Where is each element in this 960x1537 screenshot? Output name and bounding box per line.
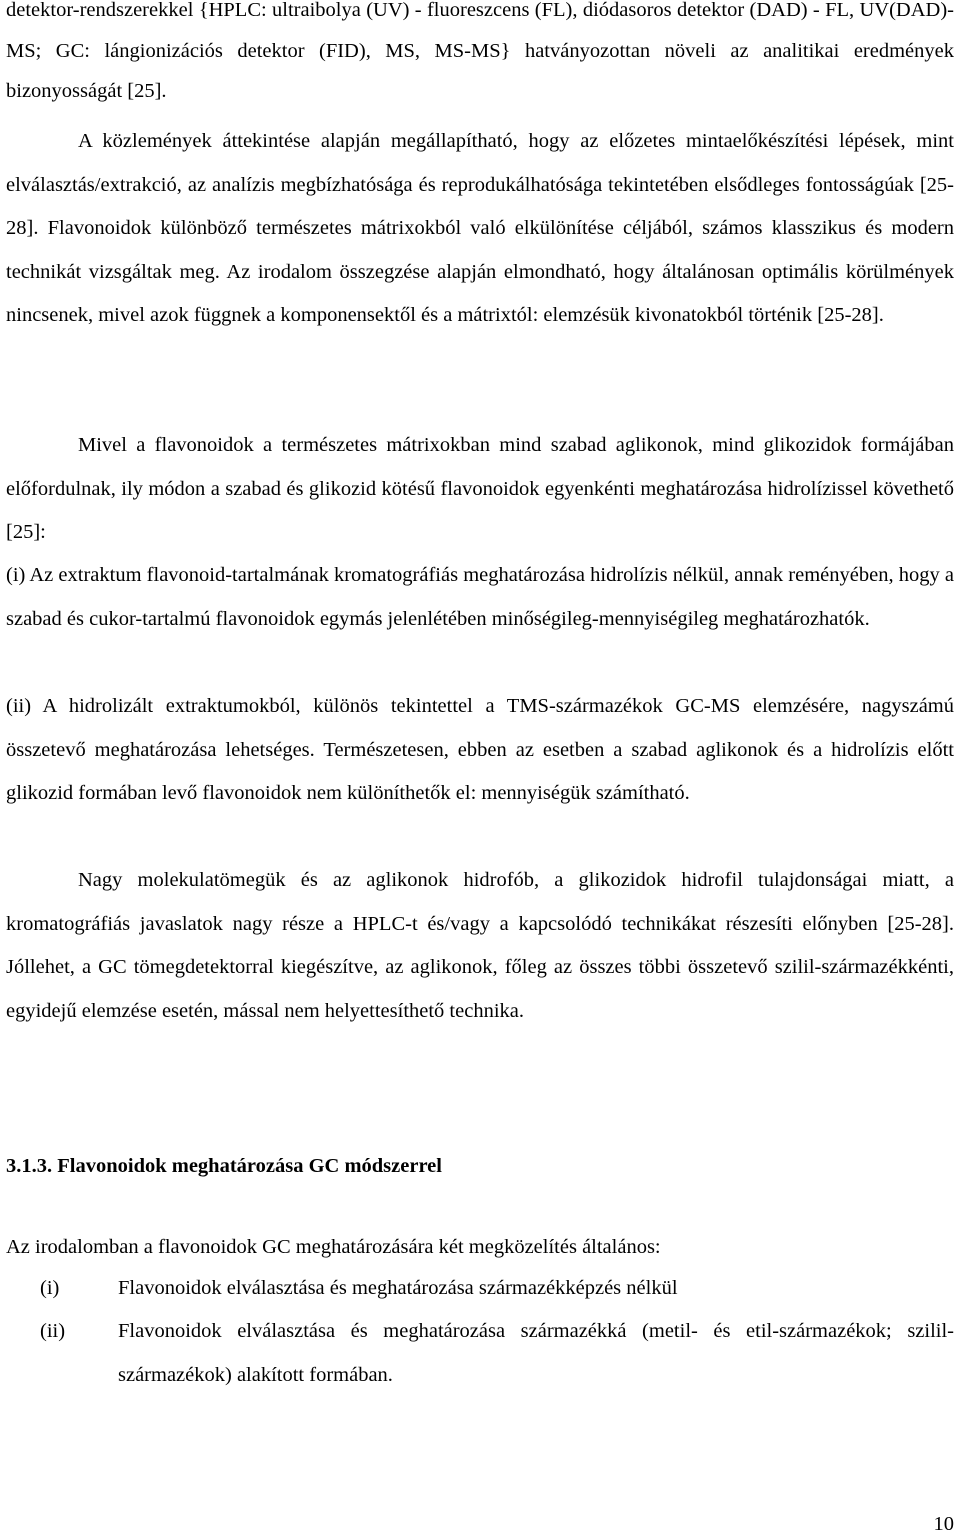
list-item-text: Flavonoidok elválasztása és meghatározása származékképzés nélkül: [118, 1277, 678, 1299]
paragraph-flavonoid-forms: Mivel a flavonoidok a természetes mátrixokban mind szabad aglikonok, mind glikozidok formájában előfordulnak, ily módon a szabad és glikozid kötésű flavonoidok egyenkénti meghatározása hidrolízissel követhető [25]:: [6, 434, 954, 543]
section-intro: Az irodalomban a flavonoidok GC meghatározására két megközelítés általános:: [6, 1236, 661, 1258]
section-heading: 3.1.3. Flavonoidok meghatározása GC módszerrel: [6, 1155, 442, 1177]
list-marker: (ii): [40, 1320, 66, 1342]
list-item: [6, 1310, 954, 1397]
list-item-text: Flavonoidok elválasztása és meghatározása származékká (metil- és etil-származékok; szilil-származékok) alakított formában.: [118, 1320, 954, 1386]
list-marker: (i): [40, 1277, 60, 1299]
paragraph-option-ii: (ii) A hidrolizált extraktumokból, különös tekintettel a TMS-származékok GC-MS elemzésére, nagyszámú összetevő meghatározása lehetséges. Természetesen, ebben az esetben a szabad aglikonok és a hidrolízis előtt glikozid formában levő flavonoidok nem különíthetők el: mennyiségük számítható.: [6, 695, 954, 804]
page-number: 10: [933, 1513, 954, 1535]
paragraph-detector-systems: detektor-rendszerekkel {HPLC: ultraibolya (UV) - fluoreszcens (FL), diódasoros detektor (DAD) - FL, UV(DAD)-MS; GC: lángionizációs detektor (FID), MS, MS-MS} hatványozottan növeli az analitikai eredmények bizonyosságát [25].: [6, 0, 954, 102]
list-item: [6, 1267, 954, 1311]
paragraph-option-i: (i) Az extraktum flavonoid-tartalmának kromatográfiás meghatározása hidrolízis nélkül, annak reményében, hogy a szabad és cukor-tartalmú flavonoidok egymás jelenlétében minőségileg-mennyiségileg meghatározhatók.: [6, 564, 954, 630]
paragraph-literature-review: A közlemények áttekintése alapján megállapítható, hogy az előzetes mintaelőkészítési lépések, mint elválasztás/extrakció, az analízis megbízhatósága és reprodukálhatósága tekintetében elsődleges fontosságúak [25-28]. Flavonoidok különböző természetes mátrixokból való elkülönítése céljából, számos klasszikus és modern technikát vizsgáltak meg. Az irodalom összegzése alapján elmondható, hogy általánosan optimális körülmények nincsenek, mivel azok függnek a komponensektől és a mátrixtól: elemzésük kivonatokból történik [25-28].: [6, 130, 954, 326]
paragraph-molecular-weight: Nagy molekulatömegük és az aglikonok hidrofób, a glikozidok hidrofil tulajdonságai miatt, a kromatográfiás javaslatok nagy része a HPLC-t és/vagy a kapcsolódó technikákat részesíti előnyben [25-28]. Jóllehet, a GC tömegdetektorral kiegészítve, az aglikonok, főleg az összes többi összetevő szilil-származékkénti, egyidejű elemzése esetén, mással nem helyettesíthető technika.: [6, 869, 954, 1022]
